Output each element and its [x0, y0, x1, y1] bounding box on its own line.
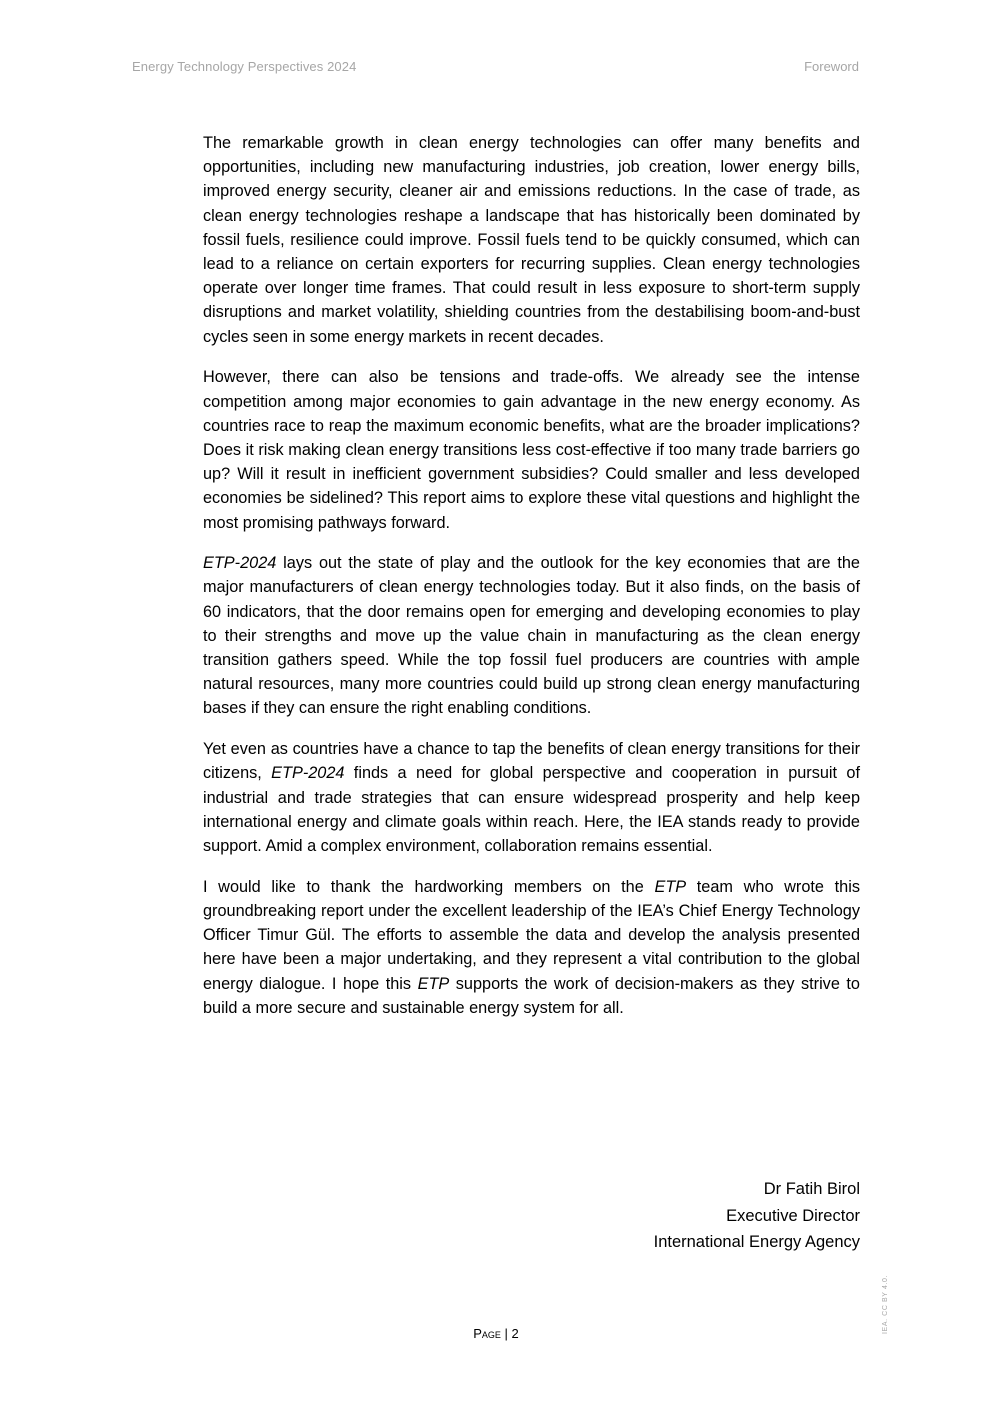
signatory-title: Executive Director — [726, 1206, 860, 1225]
page-label: Page — [473, 1326, 501, 1341]
running-header-title: Energy Technology Perspectives 2024 — [132, 59, 357, 74]
paragraph-3-text: lays out the state of play and the outlook for the key economies that are the major manufacturers of clean energy technologies today. But it also finds, on the basis of 60 indicators, that the door remains open for emerging and developing economies to play to their strengths and move up the value chain in manufacturing as the clean energy transition gathers speed. While the top fossil fuel producers are countries with ample natural resources, many more countries could build up strong clean energy manufacturing bases if they can ensure the right enabling conditions. — [203, 554, 860, 718]
running-header-section: Foreword — [804, 59, 859, 74]
paragraph-1 — [203, 131, 860, 349]
page-number: 2 — [511, 1326, 519, 1341]
report-title-italic: ETP-2024 — [203, 554, 277, 573]
foreword-body — [203, 131, 860, 1036]
paragraph-2 — [203, 365, 860, 534]
paragraph-4-text-a: Yet even as countries have a chance to tap the benefits of clean energy transitions for their citizens, — [203, 740, 860, 783]
paragraph-5-text-c: supports the work of decision-makers as they strive to build a more secure and sustainable energy system for all. — [203, 974, 860, 1017]
paragraph-1-text: The remarkable growth in clean energy technologies can offer many benefits and opportunities, including new manufacturing industries, job creation, lower energy bills, improved energy security, cleaner air and emissions reductions. In the case of trade, as clean energy technologies reshape a landscape that has historically been dominated by fossil fuels, resilience could improve. Fossil fuels tend to be quickly consumed, which can lead to a reliance on certain exporters for recurring supplies. Clean energy technologies operate over longer time frames. That could result in less exposure to short-term supply disruptions and market volatility, shielding countries from the destabilising boom-and-bust cycles seen in some energy markets in recent decades. — [203, 134, 860, 346]
page-separator: | — [500, 1326, 512, 1341]
license-note: IEA. CC BY 4.0. — [882, 1274, 889, 1334]
report-title-italic: ETP — [417, 974, 450, 993]
signature-block — [654, 1176, 860, 1256]
paragraph-5-text-a: I would like to thank the hardworking members on the — [203, 877, 655, 896]
paragraph-5 — [203, 875, 860, 1020]
signatory-organization: International Energy Agency — [653, 1233, 860, 1251]
report-title-italic: ETP-2024 — [271, 764, 345, 783]
paragraph-4 — [203, 737, 860, 858]
paragraph-3 — [203, 551, 860, 720]
page-footer — [0, 1326, 992, 1341]
paragraph-5-text-b: team who wrote this groundbreaking report under the excellent leadership of the IEA’s Chief Energy Technology Officer Timur Gül. The efforts to assemble the data and develop the analysis presented here have been a major undertaking, and they represent a vital contribution to the global energy dialogue. I hope this — [203, 877, 860, 993]
signatory-name: Dr Fatih Birol — [763, 1180, 860, 1198]
paragraph-4-text-b: finds a need for global perspective and cooperation in pursuit of industrial and trade strategies that can ensure widespread prosperity and help keep international energy and climate goals within reach. Here, the IEA stands ready to provide support. Amid a complex environment, collaboration remains essential. — [203, 764, 860, 855]
report-title-italic: ETP — [654, 877, 687, 896]
paragraph-2-text: However, there can also be tensions and trade-offs. We already see the intense competition among major economies to gain advantage in the new energy economy. As countries race to reap the maximum economic benefits, what are the broader implications? Does it risk making clean energy transitions less cost-effective if too many trade barriers go up? Will it result in inefficient government subsidies? Could smaller and less developed economies be sidelined? This report aims to explore these vital questions and highlight the most promising pathways forward. — [203, 368, 860, 532]
